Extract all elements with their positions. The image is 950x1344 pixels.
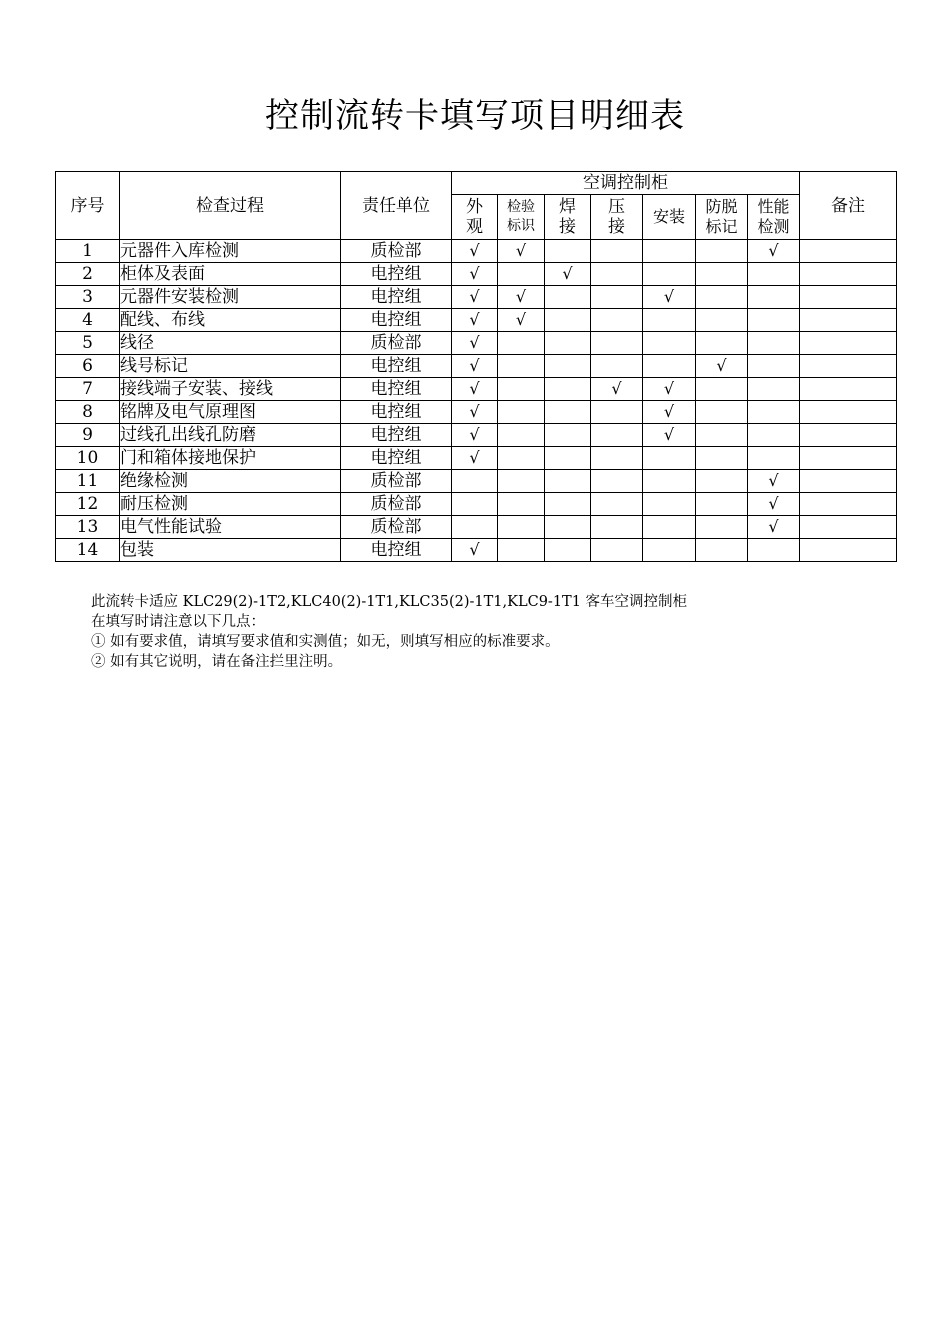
row-unit: 质检部 <box>341 493 452 516</box>
row-check-mark <box>498 516 545 539</box>
header-process: 检查过程 <box>120 172 341 240</box>
row-check-mark: √ <box>591 378 643 401</box>
row-unit: 质检部 <box>341 516 452 539</box>
row-index: 14 <box>56 539 120 562</box>
row-check-mark <box>748 286 800 309</box>
row-remark <box>800 309 897 332</box>
table-row <box>56 424 897 447</box>
row-check-mark: √ <box>452 355 498 378</box>
header-remark: 备注 <box>800 172 897 240</box>
header-index: 序号 <box>56 172 120 240</box>
row-unit: 质检部 <box>341 240 452 263</box>
row-check-mark: √ <box>452 309 498 332</box>
row-check-mark <box>591 447 643 470</box>
row-check-mark <box>643 263 696 286</box>
row-check-mark <box>591 286 643 309</box>
row-check-mark <box>452 493 498 516</box>
row-check-mark <box>696 539 748 562</box>
row-check-mark: √ <box>498 286 545 309</box>
row-unit: 质检部 <box>341 332 452 355</box>
row-check-mark <box>498 424 545 447</box>
row-index: 2 <box>56 263 120 286</box>
row-check-mark <box>498 470 545 493</box>
row-check-mark <box>643 493 696 516</box>
row-check-mark <box>545 516 591 539</box>
row-process: 门和箱体接地保护 <box>120 447 341 470</box>
row-check-mark: √ <box>643 401 696 424</box>
row-index: 5 <box>56 332 120 355</box>
row-index: 10 <box>56 447 120 470</box>
row-check-mark <box>498 539 545 562</box>
row-process: 线号标记 <box>120 355 341 378</box>
table-row <box>56 309 897 332</box>
row-index: 6 <box>56 355 120 378</box>
row-check-mark <box>696 470 748 493</box>
row-process: 绝缘检测 <box>120 470 341 493</box>
row-remark <box>800 378 897 401</box>
row-check-mark <box>591 263 643 286</box>
row-unit: 电控组 <box>341 424 452 447</box>
header-check-6: 性能 检测 <box>748 195 800 240</box>
row-check-mark <box>545 539 591 562</box>
row-check-mark: √ <box>643 378 696 401</box>
row-unit: 电控组 <box>341 309 452 332</box>
table-row <box>56 355 897 378</box>
row-check-mark <box>696 424 748 447</box>
row-remark <box>800 424 897 447</box>
row-check-mark <box>591 424 643 447</box>
row-check-mark: √ <box>452 539 498 562</box>
row-check-mark <box>545 286 591 309</box>
row-check-mark <box>748 263 800 286</box>
row-check-mark <box>591 355 643 378</box>
row-check-mark: √ <box>452 263 498 286</box>
row-remark <box>800 240 897 263</box>
row-check-mark <box>591 516 643 539</box>
row-check-mark <box>748 424 800 447</box>
row-process: 铭牌及电气原理图 <box>120 401 341 424</box>
header-check-1: 检验 标识 <box>498 195 545 240</box>
row-check-mark <box>696 240 748 263</box>
row-check-mark <box>545 378 591 401</box>
row-remark <box>800 447 897 470</box>
row-remark <box>800 539 897 562</box>
header-check-0: 外 观 <box>452 195 498 240</box>
row-check-mark: √ <box>748 493 800 516</box>
row-check-mark <box>545 493 591 516</box>
row-check-mark <box>498 447 545 470</box>
row-unit: 电控组 <box>341 378 452 401</box>
table-row <box>56 378 897 401</box>
header-check-3: 压 接 <box>591 195 643 240</box>
row-check-mark: √ <box>452 378 498 401</box>
row-check-mark <box>498 401 545 424</box>
row-remark <box>800 493 897 516</box>
row-unit: 电控组 <box>341 401 452 424</box>
row-check-mark <box>591 470 643 493</box>
row-check-mark <box>696 263 748 286</box>
row-check-mark: √ <box>452 401 498 424</box>
row-check-mark <box>545 424 591 447</box>
row-process: 线径 <box>120 332 341 355</box>
row-check-mark <box>498 493 545 516</box>
row-remark <box>800 332 897 355</box>
page-title: 控制流转卡填写项目明细表 <box>265 96 685 136</box>
row-remark <box>800 355 897 378</box>
row-process: 柜体及表面 <box>120 263 341 286</box>
row-check-mark <box>696 332 748 355</box>
row-check-mark <box>591 332 643 355</box>
row-check-mark <box>696 447 748 470</box>
row-check-mark <box>591 309 643 332</box>
row-check-mark <box>696 378 748 401</box>
row-check-mark <box>498 263 545 286</box>
table-row <box>56 470 897 493</box>
row-check-mark <box>452 470 498 493</box>
row-check-mark <box>696 286 748 309</box>
row-process: 过线孔出线孔防磨 <box>120 424 341 447</box>
table-body <box>56 240 897 562</box>
row-index: 7 <box>56 378 120 401</box>
note-line: 在填写时请注意以下几点： <box>91 614 265 630</box>
row-check-mark: √ <box>452 447 498 470</box>
row-check-mark <box>591 539 643 562</box>
row-remark <box>800 470 897 493</box>
row-index: 8 <box>56 401 120 424</box>
notes <box>91 592 687 672</box>
row-index: 12 <box>56 493 120 516</box>
row-check-mark <box>591 240 643 263</box>
table-row <box>56 493 897 516</box>
row-check-mark <box>591 493 643 516</box>
row-check-mark: √ <box>498 240 545 263</box>
header-check-2: 焊 接 <box>545 195 591 240</box>
table-row <box>56 539 897 562</box>
row-check-mark <box>643 447 696 470</box>
row-check-mark: √ <box>452 240 498 263</box>
header-check-5: 防脱 标记 <box>696 195 748 240</box>
row-check-mark: √ <box>696 355 748 378</box>
row-process: 配线、布线 <box>120 309 341 332</box>
row-process: 元器件安装检测 <box>120 286 341 309</box>
row-remark <box>800 516 897 539</box>
row-remark <box>800 286 897 309</box>
header-check-4: 安装 <box>643 195 696 240</box>
row-check-mark <box>498 378 545 401</box>
row-check-mark <box>545 447 591 470</box>
row-check-mark <box>748 332 800 355</box>
row-remark <box>800 401 897 424</box>
row-index: 9 <box>56 424 120 447</box>
row-check-mark: √ <box>748 470 800 493</box>
row-check-mark <box>545 470 591 493</box>
note-line: 此流转卡适应 KLC29(2)-1T2,KLC40(2)-1T1,KLC35(2)-1T1,KLC9-1T1 客车空调控制柜 <box>91 594 688 610</box>
row-check-mark <box>545 309 591 332</box>
row-index: 4 <box>56 309 120 332</box>
row-unit: 电控组 <box>341 539 452 562</box>
table-row <box>56 516 897 539</box>
row-check-mark <box>748 401 800 424</box>
row-index: 3 <box>56 286 120 309</box>
row-check-mark: √ <box>545 263 591 286</box>
row-process: 包装 <box>120 539 341 562</box>
row-check-mark <box>748 355 800 378</box>
table-row <box>56 332 897 355</box>
row-check-mark <box>748 447 800 470</box>
table-row <box>56 286 897 309</box>
row-check-mark: √ <box>452 424 498 447</box>
row-unit: 电控组 <box>341 355 452 378</box>
row-unit: 电控组 <box>341 263 452 286</box>
row-check-mark: √ <box>748 516 800 539</box>
row-check-mark <box>545 332 591 355</box>
detail-table <box>55 171 897 562</box>
row-check-mark <box>643 355 696 378</box>
table-row <box>56 263 897 286</box>
table-row <box>56 401 897 424</box>
row-check-mark <box>545 355 591 378</box>
row-check-mark <box>643 332 696 355</box>
row-check-mark: √ <box>498 309 545 332</box>
row-check-mark <box>696 309 748 332</box>
row-check-mark <box>452 516 498 539</box>
note-line: ① 如有要求值，请填写要求值和实测值；如无，则填写相应的标准要求。 <box>91 634 560 650</box>
row-check-mark: √ <box>748 240 800 263</box>
note-line: ② 如有其它说明，请在备注拦里注明。 <box>91 654 343 670</box>
row-index: 1 <box>56 240 120 263</box>
header-unit: 责任单位 <box>341 172 452 240</box>
row-process: 元器件入库检测 <box>120 240 341 263</box>
row-check-mark <box>591 401 643 424</box>
row-check-mark <box>748 378 800 401</box>
row-check-mark <box>643 309 696 332</box>
row-process: 耐压检测 <box>120 493 341 516</box>
row-index: 11 <box>56 470 120 493</box>
table-row <box>56 240 897 263</box>
row-check-mark: √ <box>452 286 498 309</box>
row-check-mark <box>498 332 545 355</box>
row-check-mark <box>696 493 748 516</box>
row-check-mark <box>498 355 545 378</box>
row-check-mark <box>545 401 591 424</box>
row-index: 13 <box>56 516 120 539</box>
row-check-mark: √ <box>643 286 696 309</box>
row-unit: 电控组 <box>341 447 452 470</box>
row-check-mark <box>696 516 748 539</box>
row-process: 接线端子安装、接线 <box>120 378 341 401</box>
table-row <box>56 447 897 470</box>
row-check-mark: √ <box>643 424 696 447</box>
row-check-mark <box>748 309 800 332</box>
row-check-mark <box>696 401 748 424</box>
row-check-mark <box>643 240 696 263</box>
row-check-mark <box>643 539 696 562</box>
header-group: 空调控制柜 <box>452 172 800 195</box>
row-check-mark <box>545 240 591 263</box>
row-process: 电气性能试验 <box>120 516 341 539</box>
row-unit: 质检部 <box>341 470 452 493</box>
row-unit: 电控组 <box>341 286 452 309</box>
row-check-mark <box>748 539 800 562</box>
row-remark <box>800 263 897 286</box>
row-check-mark <box>643 516 696 539</box>
row-check-mark <box>643 470 696 493</box>
row-check-mark: √ <box>452 332 498 355</box>
